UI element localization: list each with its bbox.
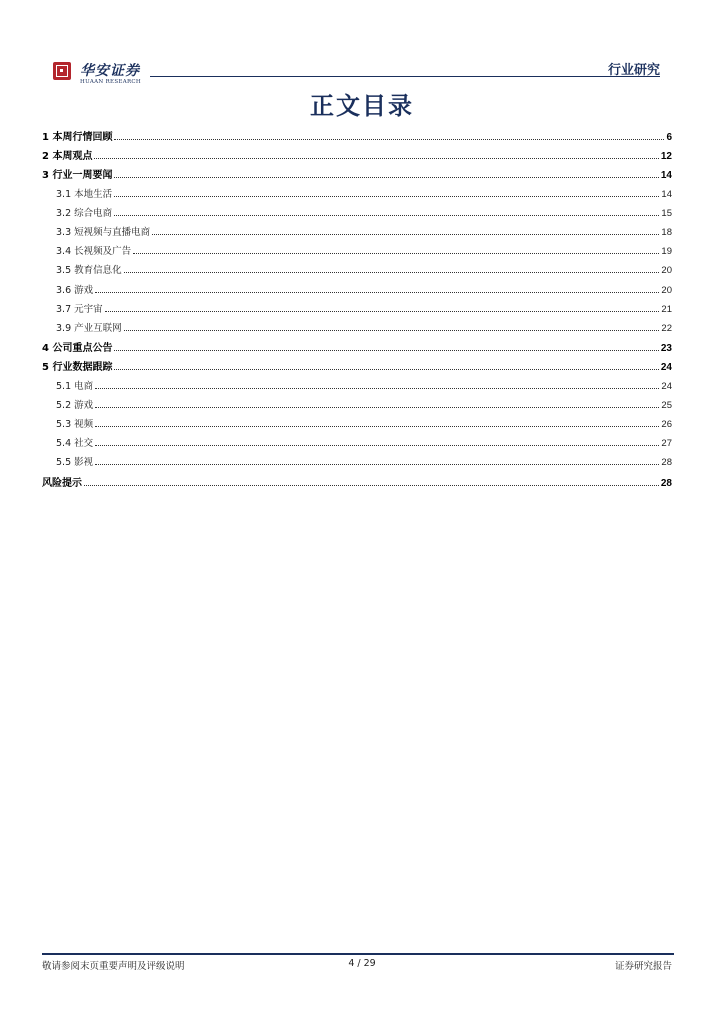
toc-entry[interactable]: [42, 224, 672, 238]
toc-entry[interactable]: [42, 128, 672, 143]
company-logo-text: 华安证券: [80, 63, 140, 79]
toc-entry-label: 3.6 游戏: [56, 284, 94, 296]
toc-entry-page: 28: [661, 457, 672, 469]
toc-entry-page: 12: [660, 151, 672, 163]
footer-disclaimer: 敬请参阅末页重要声明及评级说明: [42, 961, 185, 972]
footer-divider: [42, 953, 674, 955]
toc-entry-label: 5.3 视频: [56, 419, 94, 430]
footer-report-type: 证券研究报告: [614, 961, 672, 972]
toc-dot-leader: [114, 188, 659, 197]
toc-dot-leader: [114, 361, 658, 370]
toc-entry-label: 3 行业一周要闻: [42, 170, 113, 182]
toc-dot-leader: [95, 284, 659, 293]
toc-entry-label: 5 行业数据跟踪: [42, 362, 113, 374]
header-divider: [150, 76, 660, 77]
page-number: 4 / 29: [348, 958, 376, 969]
toc-entry-page: 20: [661, 265, 672, 277]
company-seal-logo-icon: [53, 62, 71, 80]
toc-entry[interactable]: [42, 435, 672, 449]
toc-entry[interactable]: [42, 262, 672, 276]
toc-entry-label: 3.1 本地生活: [56, 188, 113, 200]
toc-dot-leader: [95, 438, 659, 447]
toc-entry-label: 5.4 社交: [56, 438, 94, 450]
toc-entry-page: 26: [661, 419, 672, 430]
toc-entry-label: 5.2 游戏: [56, 399, 94, 411]
toc-entry-label: 3.3 短视频与直播电商: [56, 227, 151, 238]
toc-dot-leader: [114, 131, 664, 140]
toc-entry[interactable]: [42, 378, 672, 392]
toc-entry-page: 15: [661, 207, 672, 219]
toc-entry-page: 19: [661, 246, 672, 258]
toc-entry-page: 18: [661, 227, 672, 238]
toc-entry[interactable]: [42, 454, 672, 468]
toc-entry-label: 风险提示: [42, 477, 82, 489]
toc-entry[interactable]: [42, 147, 672, 162]
toc-entry[interactable]: [42, 474, 672, 489]
toc-entry-label: 3.4 长视频及广告: [56, 246, 132, 258]
report-category-tag: 行业研究: [607, 63, 660, 78]
toc-entry-page: 27: [661, 438, 672, 450]
toc-entry[interactable]: [42, 243, 672, 257]
company-logo-subtext: HUAAN RESEARCH: [80, 79, 142, 85]
toc-dot-leader: [95, 380, 659, 389]
toc-dot-leader: [133, 246, 659, 255]
toc-entry[interactable]: [42, 339, 672, 354]
toc-entry-label: 1 本周行情回顾: [42, 132, 113, 143]
toc-entry-page: 20: [661, 284, 672, 296]
toc-entry-page: 24: [660, 362, 672, 374]
toc-dot-leader: [95, 418, 659, 427]
toc-entry[interactable]: [42, 358, 672, 373]
toc-entry[interactable]: [42, 416, 672, 430]
toc-entry-page: 14: [661, 188, 672, 200]
toc-entry-label: 4 公司重点公告: [42, 343, 113, 355]
toc-dot-leader: [94, 150, 658, 159]
toc-entry-label: 3.5 教育信息化: [56, 265, 122, 277]
toc-dot-leader: [105, 303, 660, 312]
toc-entry[interactable]: [42, 320, 672, 334]
toc-entry-label: 5.1 电商: [56, 380, 94, 392]
toc-dot-leader: [84, 477, 659, 486]
page-title: 正文目录: [310, 91, 414, 120]
toc-entry[interactable]: [42, 166, 672, 181]
toc-dot-leader: [95, 457, 659, 466]
toc-entry[interactable]: [42, 282, 672, 296]
toc-dot-leader: [114, 342, 658, 351]
toc-entry-page: 28: [660, 477, 672, 489]
page-header: [0, 0, 724, 90]
toc-entry-page: 24: [661, 380, 672, 392]
toc-entry-page: 14: [660, 170, 672, 182]
toc-dot-leader: [152, 226, 659, 235]
toc-dot-leader: [95, 399, 659, 408]
toc-entry-label: 2 本周观点: [42, 151, 93, 163]
toc-dot-leader: [124, 322, 660, 331]
toc-entry-label: 3.9 产业互联网: [56, 323, 122, 334]
toc-dot-leader: [124, 265, 660, 274]
toc-entry-page: 22: [661, 323, 672, 334]
toc-entry-page: 21: [661, 303, 672, 315]
toc-entry-page: 25: [661, 399, 672, 411]
toc-entry-label: 3.2 综合电商: [56, 207, 113, 219]
toc-entry-label: 3.7 元宇宙: [56, 303, 103, 315]
toc-entry-page: 6: [666, 132, 672, 143]
toc-entry-page: 23: [660, 343, 672, 355]
toc-entry[interactable]: [42, 186, 672, 200]
toc-dot-leader: [114, 207, 659, 216]
toc-dot-leader: [114, 169, 658, 178]
toc-entry[interactable]: [42, 205, 672, 219]
toc-entry[interactable]: [42, 397, 672, 411]
toc-entry[interactable]: [42, 301, 672, 315]
toc-entry-label: 5.5 影视: [56, 457, 94, 469]
